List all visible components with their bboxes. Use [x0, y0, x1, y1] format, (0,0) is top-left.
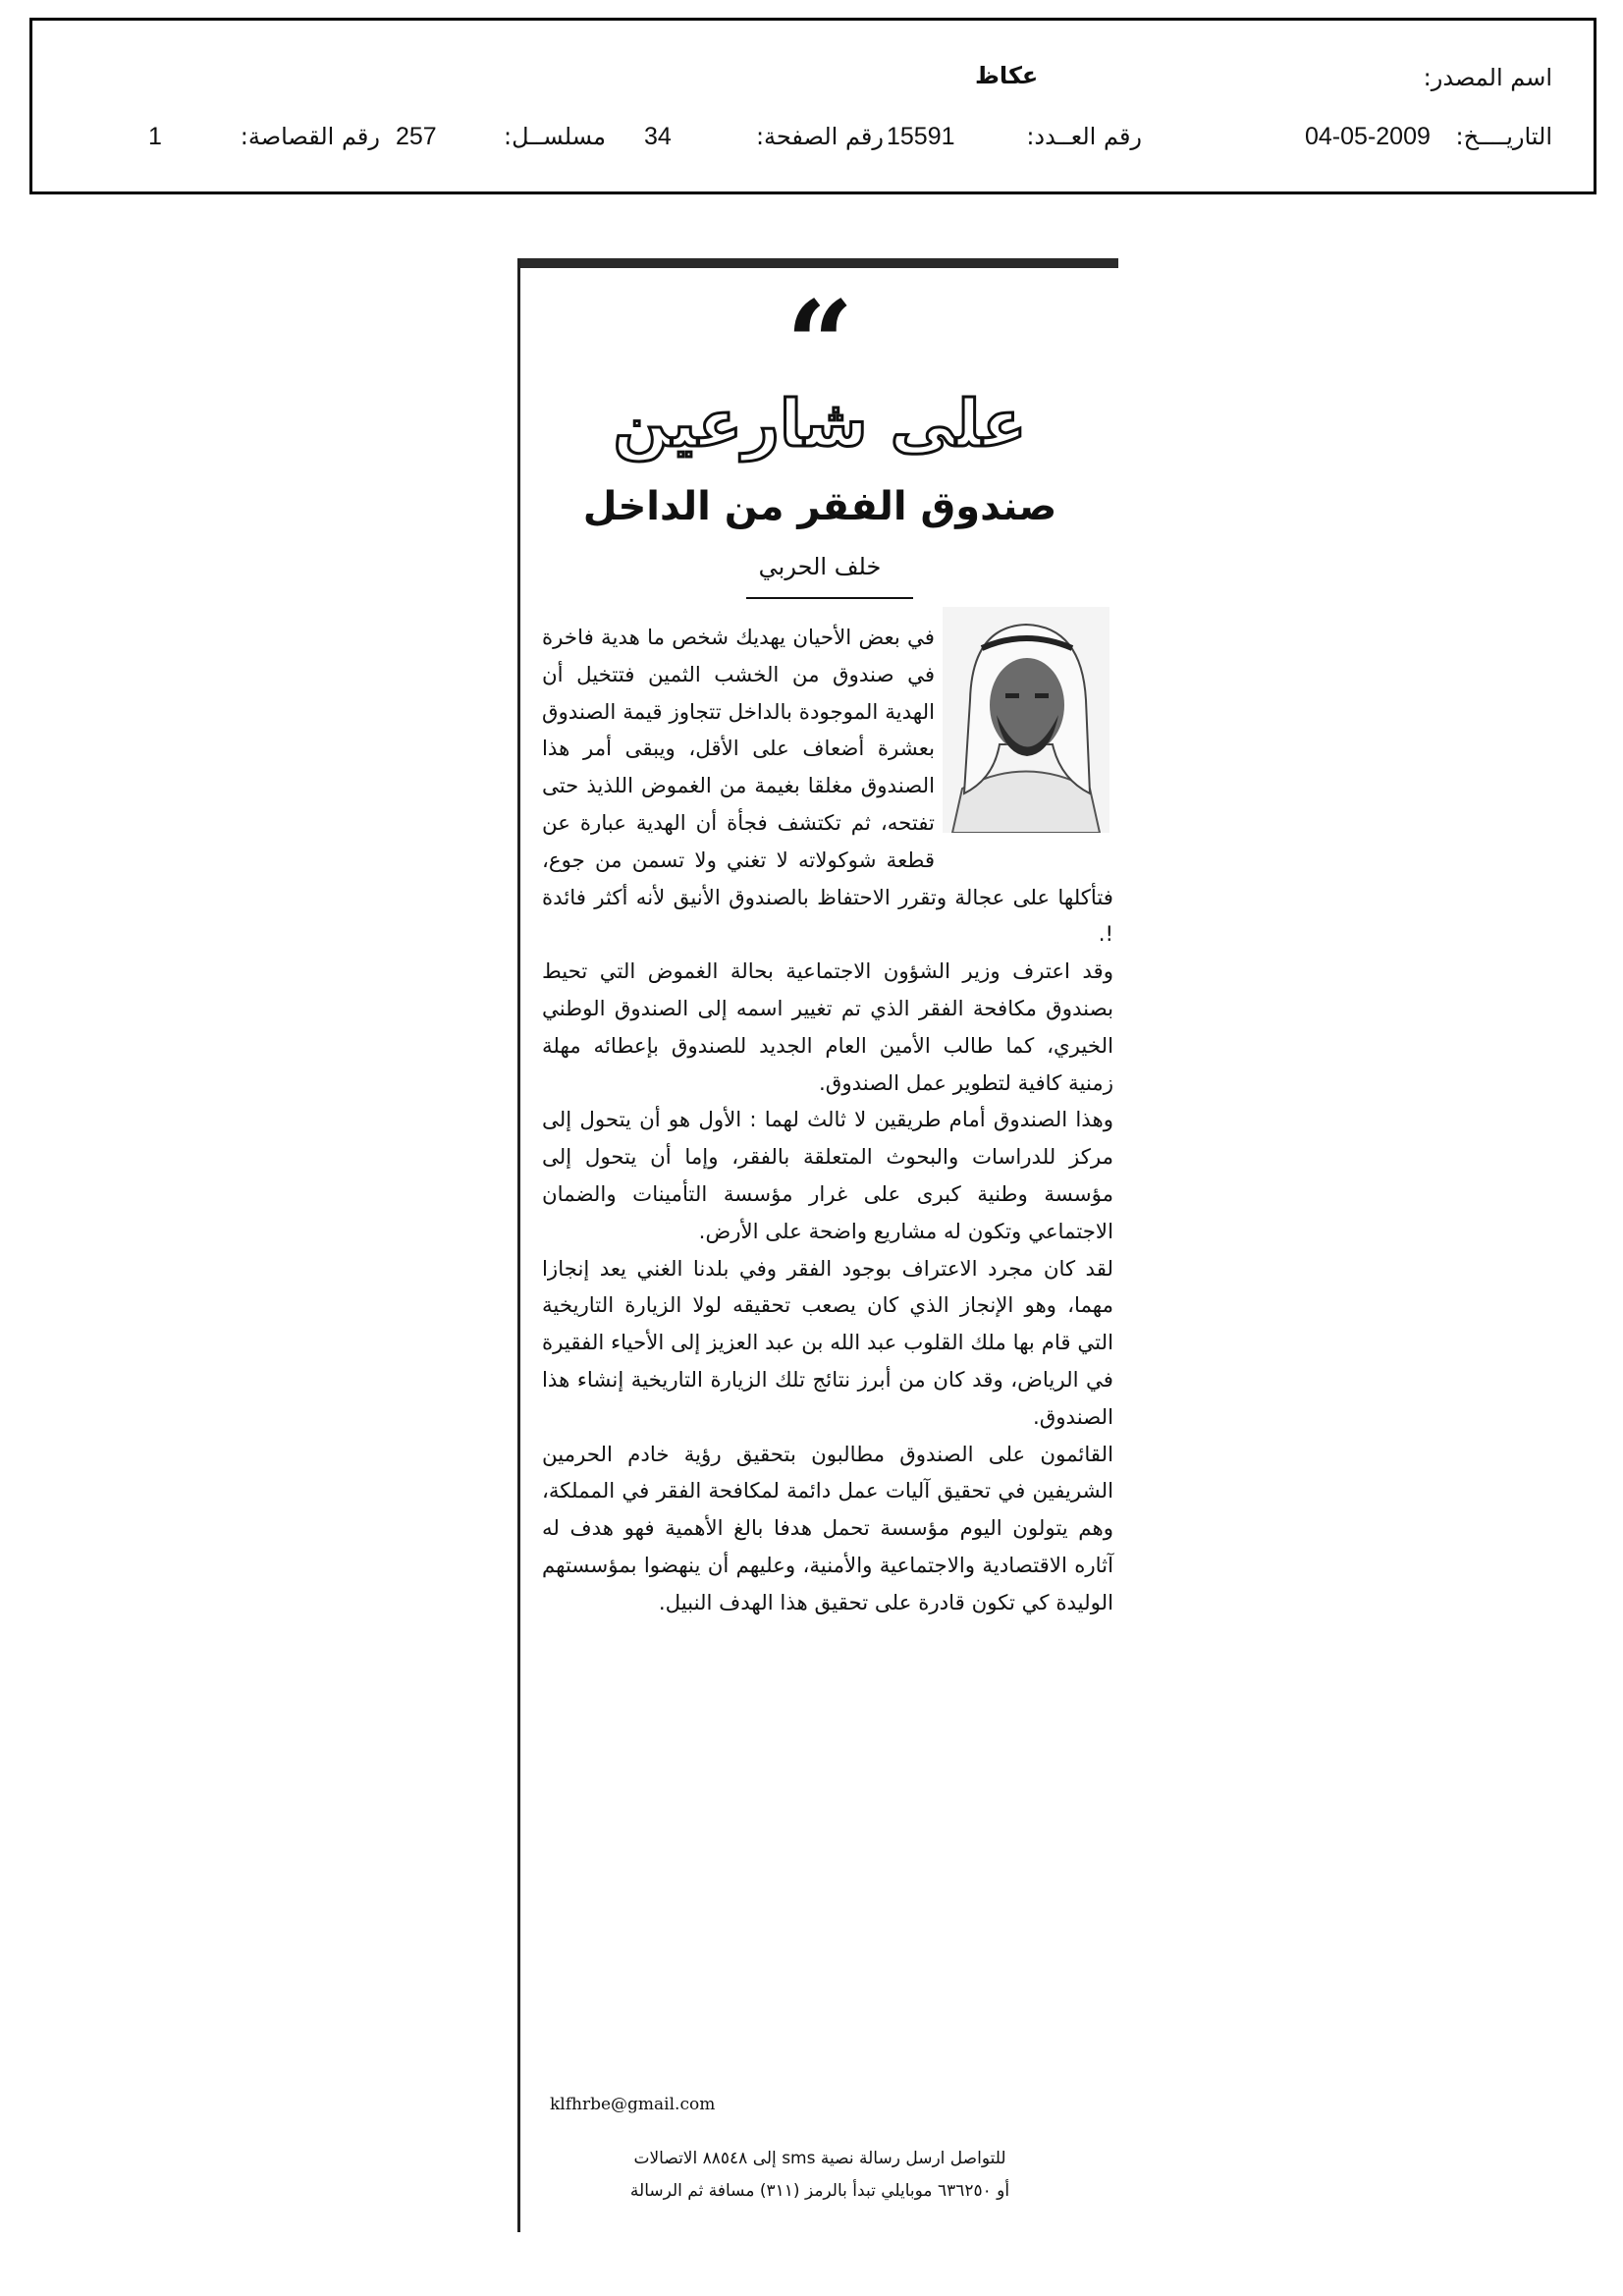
author-name: خلف الحربي — [758, 553, 882, 580]
author-email: klfhrbe@gmail.com — [550, 2095, 716, 2114]
contact-line: للتواصل ارسل رسالة نصية sms إلى ٨٨٥٤٨ الاتصالات — [633, 2149, 1006, 2168]
paragraph: وهذا الصندوق أمام طريقين لا ثالث لهما : الأول هو أن يتحول إلى مركز للدراسات والبحوث المتعلقة بالفقر، وإما أن يتحول إلى مؤسسة وطنية كبرى على غرار مؤسسة التأمينات والضمان الاجتماعي وتكون له مشاريع واضحة على الأرض. — [542, 1108, 1113, 1244]
clip-value: 1 — [148, 123, 162, 150]
column-title: على شارعين — [613, 386, 1027, 462]
paragraph: وقد اعترف وزير الشؤون الاجتماعية بحالة الغموض التي تحيط بصندوق مكافحة الفقر الذي تم تغيير اسمه إلى الصندوق الوطني الخيري، كما طالب الأمين العام الجديد للصندوق بإعطائه مهلة زمنية كافية لتطوير عمل الصندوق. — [542, 959, 1113, 1096]
contact-line: أو ٦٣٦٢٥٠ موبايلي تبدأ بالرمز (٣١١) مسافة ثم الرسالة — [629, 2181, 1010, 2201]
page-value: 34 — [644, 123, 672, 150]
issue-value: 15591 — [887, 123, 955, 150]
page-label: رقم الصفحة: — [755, 123, 884, 150]
paragraph: لقد كان مجرد الاعتراف بوجود الفقر وفي بلدنا الغني يعد إنجازا مهما، وهو الإنجاز الذي كان يصعب تحقيقه لولا الزيارة التاريخية التي قام بها ملك القلوب عبد الله بن عبد العزيز إلى الأحياء الفقيرة في الرياض، وقد كان من أبرز نتائج تلك الزيارة التاريخية إنشاء هذا الصندوق. — [542, 1256, 1113, 1430]
source-label: اسم المصدر: — [1423, 64, 1552, 91]
date-label: التاريــــخ: — [1455, 123, 1552, 150]
paragraph: القائمون على الصندوق مطالبون بتحقيق رؤية خادم الحرمين الشريفين في تحقيق آليات عمل دائمة لمكافحة الفقر في المملكة، وهم يتولون اليوم مؤسسة تحمل هدفا بالغ الأهمية فهو هدف له آثاره الاقتصادية والاجتماعية والأمنية، وعليهم أن ينهضوا بمؤسستهم الوليدة كي تكون قادرة على تحقيق هذا الهدف النبيل. — [542, 1442, 1113, 1615]
quote-mark-icon: “ — [785, 275, 854, 413]
source-value: عكاظ — [975, 62, 1039, 89]
date-value: 04-05-2009 — [1305, 123, 1431, 150]
article-title: صندوق الفقر من الداخل — [582, 484, 1057, 529]
serial-value: 257 — [396, 123, 437, 150]
clip-label: رقم القصاصة: — [240, 123, 380, 150]
paragraph: في بعض الأحيان يهديك شخص ما هدية فاخرة في صندوق من الخشب الثمين فتتخيل أن الهدية الموجودة بالداخل تتجاوز قيمة الصندوق بعشرة أضعاف على الأقل، ويبقى أمر هذا الصندوق مغلقا بغيمة من الغموض اللذيذ حتى تفتحه، ثم تكتشف فجأة أن الهدية عبارة عن قطعة شوكولاته لا تغني ولا تسمن من جوع، فتأكلها على عجالة وتقرر الاحتفاظ بالصندوق الأنيق لأنه أكثر فائدة !. — [542, 626, 1113, 948]
article-body — [542, 620, 1113, 1622]
serial-label: مسلســل: — [504, 123, 606, 150]
metadata-header-box — [29, 18, 1596, 194]
issue-label: رقم العــدد: — [1026, 123, 1142, 150]
newspaper-clipping — [517, 258, 1119, 2232]
author-divider — [746, 597, 913, 599]
